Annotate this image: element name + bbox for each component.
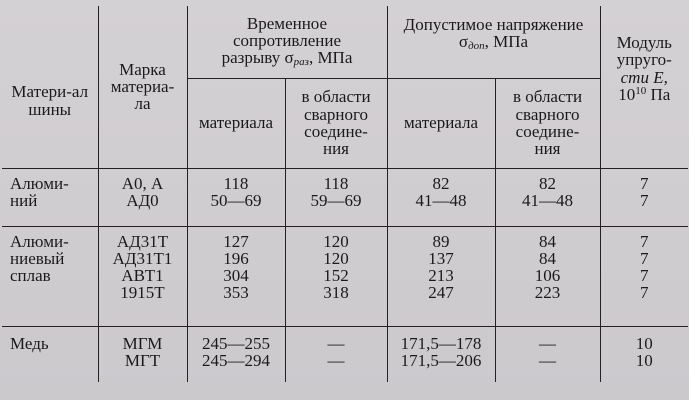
row-tensile-material: 245—255 245—294: [187, 326, 285, 382]
row-grades: А0, А АД0: [98, 168, 187, 226]
row-grades: АД31Т АД31Т1 АВТ1 1915Т: [98, 226, 187, 326]
row-tensile-material: 127 196 304 353: [187, 226, 285, 326]
table-row: [2, 226, 688, 326]
row-material: Алюми- ниевый сплав: [2, 226, 98, 326]
row-material: Медь: [2, 326, 98, 382]
row-tensile-material: 118 50—69: [187, 168, 285, 226]
row-tensile-weld: — —: [285, 326, 387, 382]
row-allow-weld: 84 84 106 223: [495, 226, 600, 326]
header-tensile-weld: в области сварного соедине- ния: [285, 78, 387, 168]
header-allow-weld: в области сварного соедине- ния: [495, 78, 600, 168]
table-row: [2, 168, 688, 226]
row-allow-material: 82 41—48: [387, 168, 495, 226]
header-modulus: Модуль упруго- сти E, $10^{10}$ Па: [600, 6, 688, 168]
row-modulus: 10 10: [635, 333, 653, 370]
row-modulus: 7 7 7 7: [600, 226, 688, 326]
header-tensile: Временное сопротивление разрыву σраз, МПа: [187, 6, 387, 78]
row-tensile-weld: 120 120 152 318: [285, 226, 387, 326]
table-row: [2, 326, 688, 382]
row-tensile-weld: 118 59—69: [285, 168, 387, 226]
header-allowable: Допустимое напряжение σдоп, МПа: [387, 6, 600, 78]
row-material: Алюми- ний: [2, 168, 98, 226]
header-grade: Марка материа- ла: [98, 6, 187, 168]
properties-table: [2, 6, 688, 382]
row-modulus: 7 7: [600, 168, 688, 226]
header-allow-material: материала: [387, 78, 495, 168]
header-tensile-material: материала: [187, 78, 285, 168]
header-material: Матери-ал шины: [2, 6, 98, 168]
row-allow-weld: 82 41—48: [495, 168, 600, 226]
row-grades: МГМ МГТ: [98, 326, 187, 382]
row-allow-weld: — —: [495, 326, 600, 382]
row-allow-material: 89 137 213 247: [387, 226, 495, 326]
row-allow-material: 171,5—178 171,5—206: [387, 326, 495, 382]
